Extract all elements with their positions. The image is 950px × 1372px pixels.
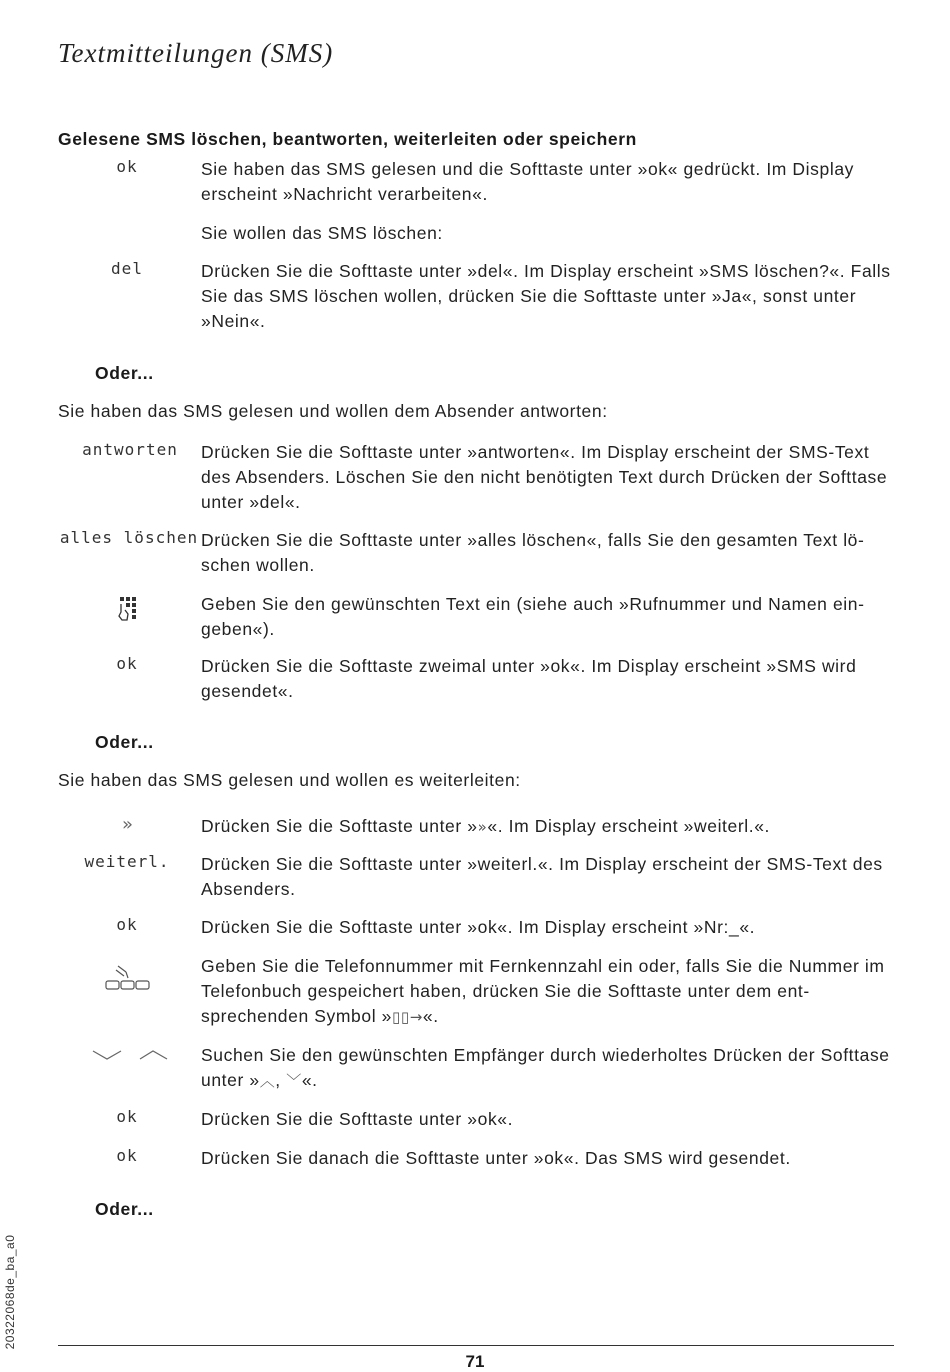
text-part: Drücken Sie die Softtaste unter » [201, 816, 478, 836]
phonebook-dial-icon [104, 962, 154, 992]
text-part: Geben Sie die Telefonnummer mit Fernkennzahl ein oder, falls Sie die Nummer im Telefonbuch gespeichert haben, drücken Sie die Softtaste unter dem entsprechenden Symbol » [201, 956, 885, 1026]
page-title: Textmitteilungen (SMS) [58, 38, 334, 68]
text-part: , [275, 1070, 287, 1090]
page-number: 71 [465, 1352, 485, 1371]
text-part: «. [422, 1006, 439, 1026]
instruction-text: Drücken Sie die Softtaste unter »alles löschen«, falls Sie den gesamten Text löschen wollen. [201, 530, 864, 575]
softkey-label-ok: ok [116, 1107, 138, 1126]
instruction-text: Geben Sie den gewünschten Text ein (siehe auch »Rufnummer und Namen eingeben«). [201, 594, 864, 639]
instruction-text [201, 1043, 893, 1094]
instruction-text: Drücken Sie die Softtaste unter »antworten«. Im Display erscheint der SMS-Text des Absenders. Löschen Sie den nicht benötigten Text durch Drücken der Softtase unter »del«. [201, 442, 888, 512]
oder-label: Oder... [95, 1199, 154, 1219]
instruction-text: Drücken Sie die Softtaste unter »ok«. [201, 1109, 514, 1129]
footer-divider [58, 1345, 894, 1346]
section-heading: Gelesene SMS löschen, beantworten, weiterleiten oder speichern [58, 129, 637, 149]
softkey-label-weiterl: weiterl. [84, 852, 170, 871]
softkey-label-antworten: antworten [82, 440, 178, 459]
instruction-text: Drücken Sie die Softtaste unter »ok«. Im Display erscheint »Nr:_«. [201, 917, 756, 937]
document-code: 20322068de_ba_a0 [3, 1234, 17, 1350]
softkey-label-ok: ok [116, 915, 138, 934]
keypad-icon [118, 596, 142, 622]
text-part: Suchen Sie den gewünschten Empfänger durch wiederholtes Drücken der Softtase unter » [201, 1045, 890, 1090]
forward-symbol: » [477, 818, 488, 836]
text-part: «. Im Display erscheint »weiterl.«. [487, 816, 771, 836]
down-symbol: ﹀ [286, 1072, 302, 1090]
instruction-text [201, 814, 893, 840]
instruction-text: Drücken Sie die Softtaste unter »del«. Im Display erscheint »SMS löschen?«. Falls Sie das SMS löschen wollen, drücken Sie die Softtaste unter »Ja«, sonst unter »Nein«. [201, 261, 891, 331]
instruction-text: Drücken Sie die Softtaste unter »weiterl.«. Im Display erscheint der SMS-Text des Absenders. [201, 854, 883, 899]
forward-key-label: » [121, 814, 134, 835]
oder-label: Oder... [95, 363, 154, 383]
softkey-label-alles-loeschen: alles löschen [59, 528, 199, 547]
softkey-label-del: del [111, 259, 143, 278]
softkey-label-ok: ok [116, 654, 138, 673]
paragraph: Sie haben das SMS gelesen und wollen es weiterleiten: [58, 770, 521, 790]
instruction-text: Sie haben das SMS gelesen und die Softtaste unter »ok« gedrückt. Im Display erscheint »Nachricht verarbeiten«. [201, 159, 854, 204]
instruction-text [201, 954, 893, 1030]
paragraph: Sie haben das SMS gelesen und wollen dem Absender antworten: [58, 401, 608, 421]
softkey-label-ok: ok [116, 1146, 138, 1165]
instruction-text: Drücken Sie die Softtaste zweimal unter »ok«. Im Display erscheint »SMS wird gesendet«. [201, 656, 857, 701]
down-up-arrows-icon [92, 1048, 168, 1062]
up-symbol: ︿ [259, 1072, 276, 1090]
text-part: «. [301, 1070, 318, 1090]
phonebook-symbol: ▯▯→ [392, 1008, 423, 1026]
instruction-text: Drücken Sie danach die Softtaste unter »ok«. Das SMS wird gesendet. [201, 1148, 791, 1168]
softkey-label-ok: ok [116, 157, 138, 176]
oder-label: Oder... [95, 732, 154, 752]
instruction-text: Sie wollen das SMS löschen: [201, 223, 443, 243]
